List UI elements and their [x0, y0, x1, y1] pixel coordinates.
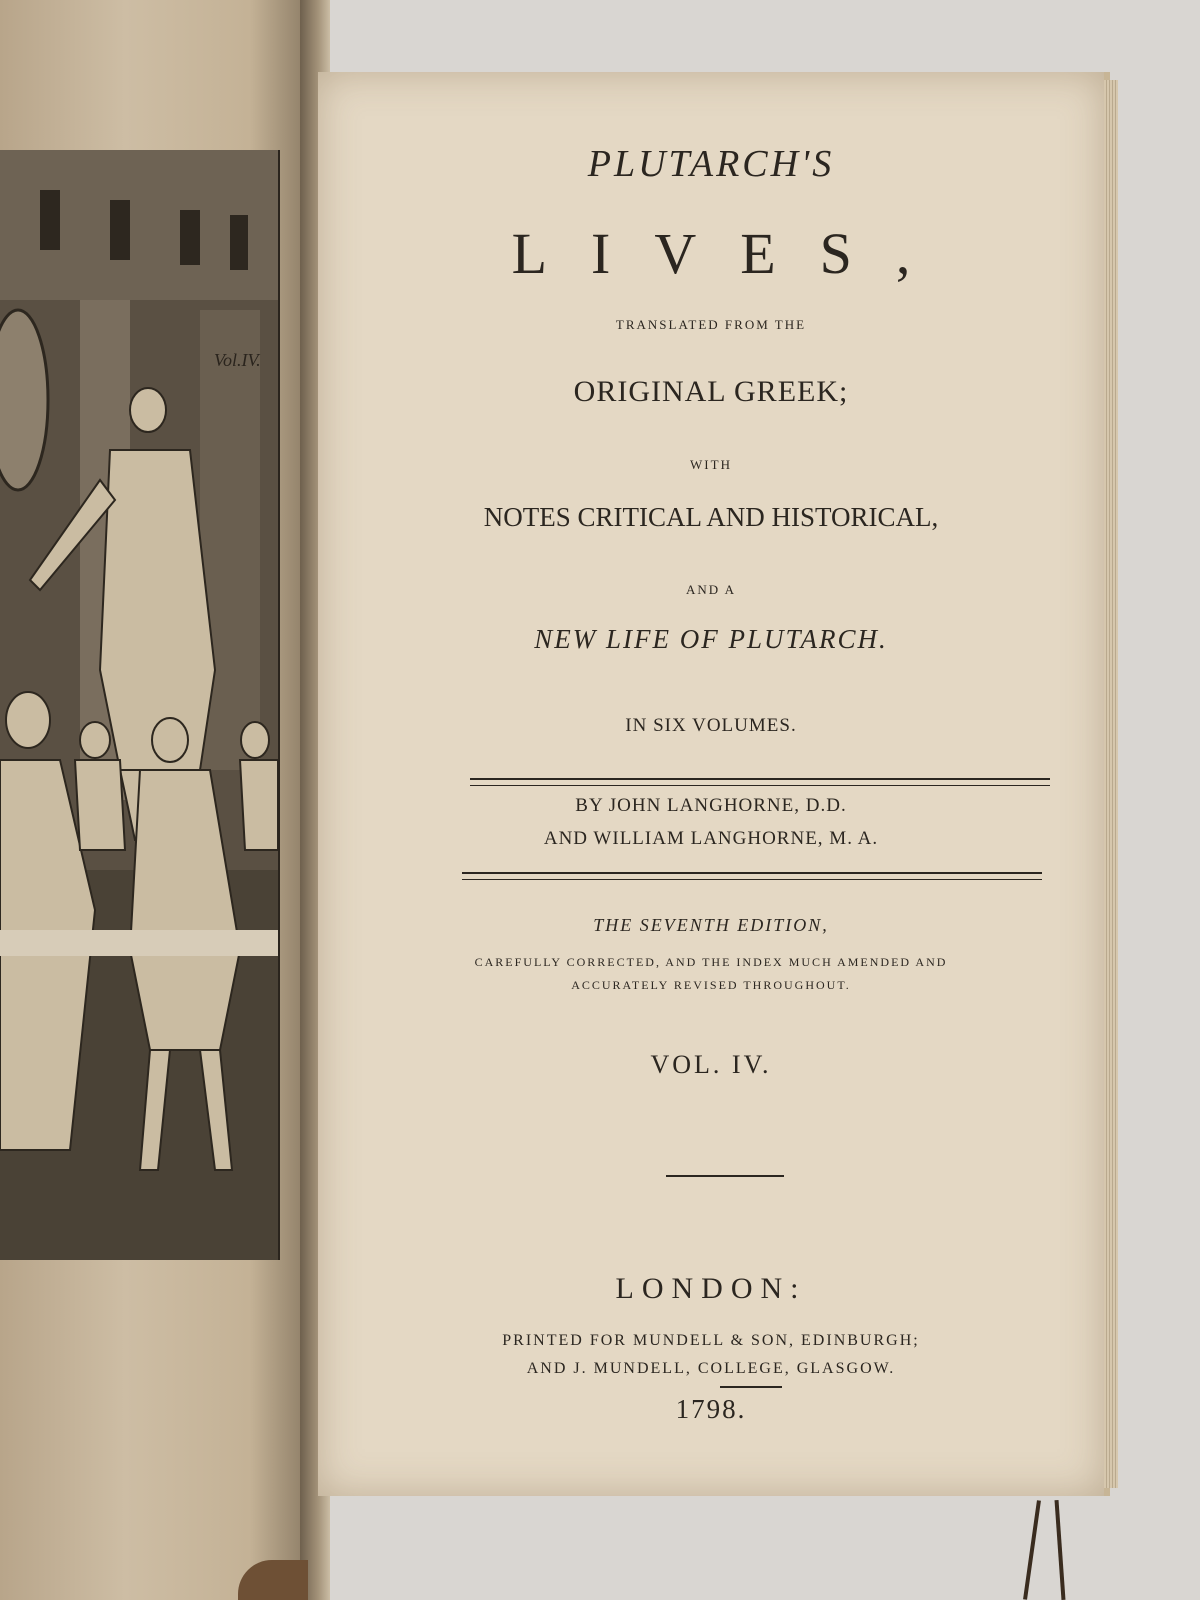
rule-divider: [462, 872, 1042, 880]
subtitle-line: WITH: [690, 457, 732, 472]
left-page: [0, 0, 312, 1600]
main-title: LIVES,: [511, 221, 955, 286]
subtitle-line: ORIGINAL GREEK;: [573, 375, 849, 408]
subtitle-line: NOTES CRITICAL AND HISTORICAL,: [483, 502, 939, 532]
plate-volume-label: Vol.IV.: [214, 350, 261, 370]
title-page: [318, 72, 1110, 1496]
edition-note: ACCURATELY REVISED THROUGHOUT.: [571, 978, 851, 992]
subtitle-line: TRANSLATED FROM THE: [615, 317, 807, 332]
subtitle-line: AND A: [685, 582, 737, 597]
imprint-city: LONDON:: [615, 1272, 807, 1305]
edition-line: THE SEVENTH EDITION,: [593, 915, 829, 935]
imprint-printer: PRINTED FOR MUNDELL & SON, EDINBURGH;: [502, 1332, 920, 1349]
subtitle-line: NEW LIFE OF PLUTARCH.: [534, 624, 888, 654]
date-rule: [720, 1386, 782, 1389]
volumes-note: IN SIX VOLUMES.: [625, 715, 797, 736]
frontispiece-engraving: [0, 150, 280, 1260]
engraving-illustration: [0, 150, 278, 1260]
imprint-printer: AND J. MUNDELL, COLLEGE, GLASGOW.: [526, 1360, 896, 1377]
page-edges: [1104, 80, 1118, 1488]
rule-divider: [470, 778, 1050, 786]
imprint-year: 1798.: [675, 1394, 747, 1424]
translator-line: AND WILLIAM LANGHORNE, M. A.: [543, 828, 879, 849]
edition-note: CAREFULLY CORRECTED, AND THE INDEX MUCH AMENDED AND: [474, 955, 948, 969]
translator-line: BY JOHN LANGHORNE, D.D.: [575, 795, 847, 816]
volume-number: VOL. IV.: [650, 1050, 772, 1079]
author-title: PLUTARCH'S: [587, 143, 835, 185]
ribbon-marker: [1023, 1500, 1041, 1600]
ribbon-marker: [1055, 1500, 1066, 1600]
ornament-rule: [666, 1175, 784, 1179]
